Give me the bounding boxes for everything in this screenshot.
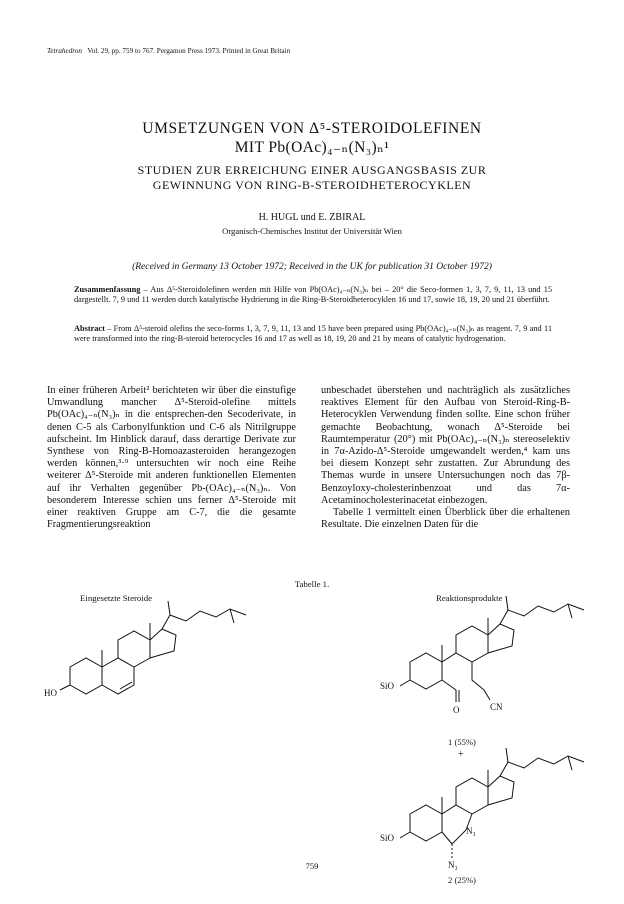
zusammenfassung-label: Zusammenfassung [74, 285, 141, 294]
atom-label-sio-1: SiO [380, 681, 395, 691]
table-header-left: Eingesetzte Steroide [80, 593, 153, 603]
atom-label-cn: CN [490, 702, 503, 712]
abstract [74, 324, 552, 345]
body-column-right [321, 385, 570, 531]
subtitle-line-1: STUDIEN ZUR ERREICHUNG EINER AUSGANGSBASIS ZUR [137, 163, 487, 177]
table-caption: Tabelle 1. [294, 579, 330, 589]
table-header-right: Reaktionsprodukte [436, 593, 503, 603]
zusammenfassung [74, 285, 552, 306]
journal-citation: Vol. 29, pp. 759 to 767. Pergamon Press 1973. Printed in Great Britain [87, 47, 291, 55]
subtitle-line-2: GEWINNUNG VON RING-B-STEROIDHETEROCYKLEN [152, 178, 472, 192]
atom-label-n3-a: N₃ [466, 826, 476, 836]
abstract-text: – From Δ⁵-steroid olefins the seco-forms 1, 3, 7, 9, 11, 13 and 15 have been prepared using Pb(OAc)₄₋ₙ(N₃)ₙ as reagent. 7, 9 and 11 were transformed into the ring-B-steroid heterocycles 16 and 17 as well as 18, 19, 20 and 21 by means of catalytic hydrogenation. [74, 324, 552, 344]
atom-label-o: O [453, 705, 460, 715]
authors: H. HUGL und E. ZBIRAL [258, 212, 366, 223]
plus-sign: + [458, 749, 464, 760]
received-dates: (Received in Germany 13 October 1972; Received in the UK for publication 31 October 1972) [132, 262, 492, 272]
product-2-label: 2 (25%) [448, 875, 476, 885]
body-right-paragraph-1: unbeschadet überstehen und nachträglich als zusätzliches reaktives Element für den Aufbau von Steroid-Ring-B-Heterocyklen Verwendung finden sollte. Eine schon früher gemachte Beobachtung, wonach Δ⁵-Steroide bei Raumtemperatur (20°) mit Pb(OAc)₄₋ₙ(N₃)ₙ stereoselektiv in 7α-Azido-Δ⁵-Steroide umgewandelt werden,⁴ kam uns bei diesem Konzept sehr zustatten. Zur Abrundung des Themas wurde in unsere Untersuchungen noch das 7β-Benzoyloxy-cholesterinbenzoat und das 7α-Acetaminocholesterinacetat einbezogen. [321, 385, 570, 506]
product-1-label: 1 (55%) [448, 737, 476, 747]
zusammenfassung-text: – Aus Δ⁵-Steroidolefinen werden mit Hilfe von Pb(OAc)₄₋ₙ(N₃)ₙ bei – 20° die Seco-formen 1, 3, 7, 9, 11, 13 und 15 dargestellt. 7, 9 und 11 werden durch katalytische Hydrierung in die Ring-B-Steroidheterocyklen 16 und 17, sowie 18, 19, 20 und 21 überführt. [74, 285, 552, 305]
body-column-left: In einer früheren Arbeit² berichteten wir über die einstufige Umwandlung mancher Δ⁵-Steroid-olefine mittels Pb(OAc)₄₋ₙ(N₃)ₙ in die entsprechen-den Secoderivate, in denen C-5 als Carbonylfunktion und C-6 als Nitrilgruppe aufscheint. Im Hinblick darauf, dass derartige Derivate zur Synthese von Ring-B-Homoazasteroiden herangezogen werden können,³·⁹ untersuchten wir noch eine Reihe weiterer Δ⁵-Steroide mit anderen funktionellen Elementen auf ihr Verhalten gegenüber Pb-(OAc)₄₋ₙ(N₃)ₙ. Von besonderem Interesse schien uns ferner Δ⁵-Steroide mit einer reaktiven Gruppe am C-7, die die gesamte Fragmentierungsreaktion [47, 385, 296, 531]
title-line-1: UMSETZUNGEN VON Δ⁵-STEROIDOLEFINEN [142, 120, 482, 137]
structure-starting-steroid [40, 605, 270, 715]
atom-label-sio-2: SiO [380, 833, 395, 843]
journal-header [47, 47, 290, 55]
structure-product-1 [380, 610, 620, 730]
atom-label-ho: HO [44, 688, 57, 698]
body-right-paragraph-2: Tabelle 1 vermittelt einen Überblick über die erhaltenen Resultate. Die einzelnen Daten für die [321, 507, 570, 531]
institution: Organisch-Chemisches Institut der Universität Wien [222, 226, 402, 236]
title-line-2: MIT Pb(OAc)₄₋ₙ(N₃)ₙ¹ [234, 139, 390, 156]
page-number: 759 [305, 861, 319, 871]
abstract-label: Abstract [74, 324, 105, 333]
atom-label-n3-b: N₃ [448, 860, 458, 870]
journal-name: Tetrahedron [47, 47, 83, 55]
